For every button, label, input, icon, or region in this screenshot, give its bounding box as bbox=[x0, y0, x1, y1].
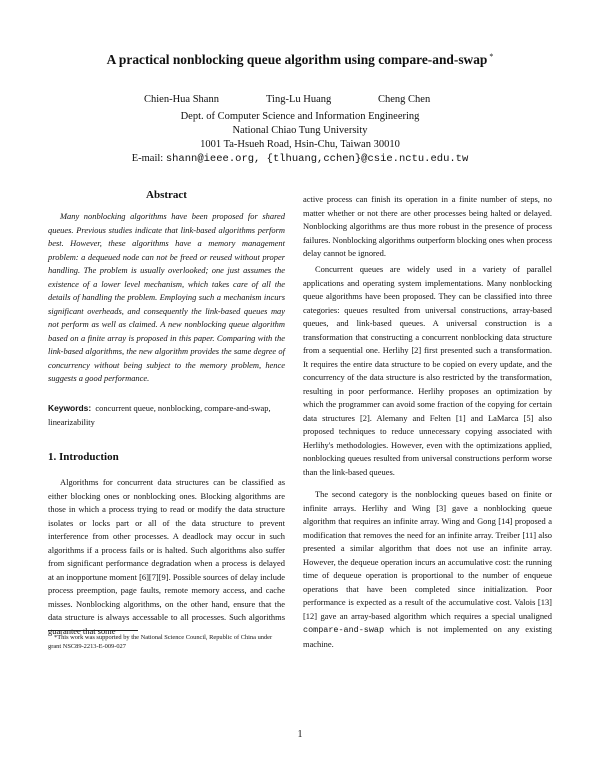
affiliation-university: National Chiao Tung University bbox=[232, 125, 368, 136]
author-3: Cheng Chen bbox=[378, 94, 431, 105]
right-column-paragraph-3 bbox=[303, 488, 552, 651]
keywords bbox=[48, 402, 285, 429]
footnote: *This work was supported by the National Science Council, Republic of China under grant NSC89-2213-E-009-027 bbox=[48, 634, 273, 650]
page-number: 1 bbox=[297, 729, 303, 740]
inline-code-compare-and-swap: compare-and-swap bbox=[303, 625, 385, 635]
section-heading-introduction: 1. Introduction bbox=[48, 451, 119, 463]
title-footnote-mark: * bbox=[489, 52, 494, 61]
abstract-text: Many nonblocking algorithms have been proposed for shared queues. Previous studies indicate that link-based algorithms perform best. However, these algorithms have a memory management problem: a dequeued node can not be freed or reused without proper handling. The problem is usually overlooked; one just assumes the existence of a lower level mechanism, which takes care of all the details of handling the problem. Employing such a mechanism incurs significant overheads, and consequently the link-based queues may not perform as well as claimed. A new nonblocking queue algorithm based on a finite array is proposed in this paper. Comparing with the link-based algorithms, the new algorithm provides the same degree of concurrency without being subject to the memory problem, hence suggests a good performance. bbox=[48, 211, 285, 383]
abstract-heading: Abstract bbox=[146, 189, 187, 201]
introduction-paragraph-1: Algorithms for concurrent data structures can be classified as either blocking ones or nonblocking ones. Blocking algorithms are those in which a process trying to read or modify the data structure isolates or locks part or all of the data structure to prevent interference from other processes. A deadlock may occur in such algorithms if a process fails or is halted. Such algorithms also suffer from significant performance degradation when a process is delayed at an inopportune moment [6][7][9]. Possible sources of delay include process preemption, page faults, remote memory access, and cache misses. Nonblocking algorithms, on the other hand, ensure that the data structure is always accessable to all processes. Such algorithms guarantee that some bbox=[48, 477, 285, 636]
keywords-text: concurrent queue, nonblocking, compare-and-swap, linearizability bbox=[48, 403, 271, 427]
footnote-divider bbox=[48, 630, 138, 631]
affiliation-address: 1001 Ta-Hsueh Road, Hsin-Chu, Taiwan 30010 bbox=[200, 139, 400, 150]
affiliation-email bbox=[0, 153, 600, 165]
email-label: E-mail: bbox=[131, 153, 164, 164]
email-addresses: shann@ieee.org, {tlhuang,cchen}@csie.nctu.edu.tw bbox=[165, 153, 469, 165]
author-1: Chien-Hua Shann bbox=[144, 94, 219, 105]
right-column-paragraph-1: active process can finish its operation in a finite number of steps, no matter whether or not there are other processes being halted or delayed. Nonblocking algorithms are thus more robust in the presence of process failures. Nonblocking algorithms outperform blocking ones when process delay cannot be ignored. bbox=[303, 194, 552, 258]
author-2: Ting-Lu Huang bbox=[266, 94, 332, 105]
paragraph-3-text: The second category is the nonblocking queues based on finite or infinite arrays. Herlihy and Wing [3] gave a nonblocking queue algorithm that requires an infinite array. Wing and Gong [14] proposed a modification that removes the need for an infinite array. Treiber [11] also presented a similar algorithm that does not use an infinite array. However, the dequeue operation incurs an accumulative cost: the running time of dequeue operation is proportional to the number of enqueue operations that have been completed since initialization. Poor performance is expected as a result of the accumulative cost. Valois [13][12] gave an array-based algorithm which requires a special unaligned bbox=[303, 489, 552, 621]
affiliation-dept: Dept. of Computer Science and Information Engineering bbox=[180, 111, 420, 122]
paper-title bbox=[0, 52, 600, 68]
right-column-paragraph-2: Concurrent queues are widely used in a variety of parallel applications and operating system implementations. Many nonblocking queue algorithms have been proposed. They can be classified into three categories: queues resulted from universal constructions, array-based queues, and link-based queues. A universal construction is a transformation that constructing a concurrent nonblocking data structure from a sequential one. Herlihy [2] first presented such a transformation. It requires the entire data structure to be copied on every update, and the concurrency of the data structure is also restricted by the transformation, resulting in poor performance. Herlihy proposes an optimization by which the programmer can avoid some fraction of the copying for certain data structures [2]. Alemany and Felten [1] and LaMarca [5] also proposed techniques to reduce unnecessary copying associated with Herlihy's methodologies. However, even with the optimizations applied, nonblocking queues resulted from universal constructions perform worse than the link-based queues. bbox=[303, 264, 552, 477]
paragraph-3-text-end: which is not implemented on any existing machine. bbox=[303, 624, 552, 649]
title-text: A practical nonblocking queue algorithm using compare-and-swap bbox=[106, 52, 488, 67]
keywords-label: Keywords: bbox=[48, 403, 92, 413]
